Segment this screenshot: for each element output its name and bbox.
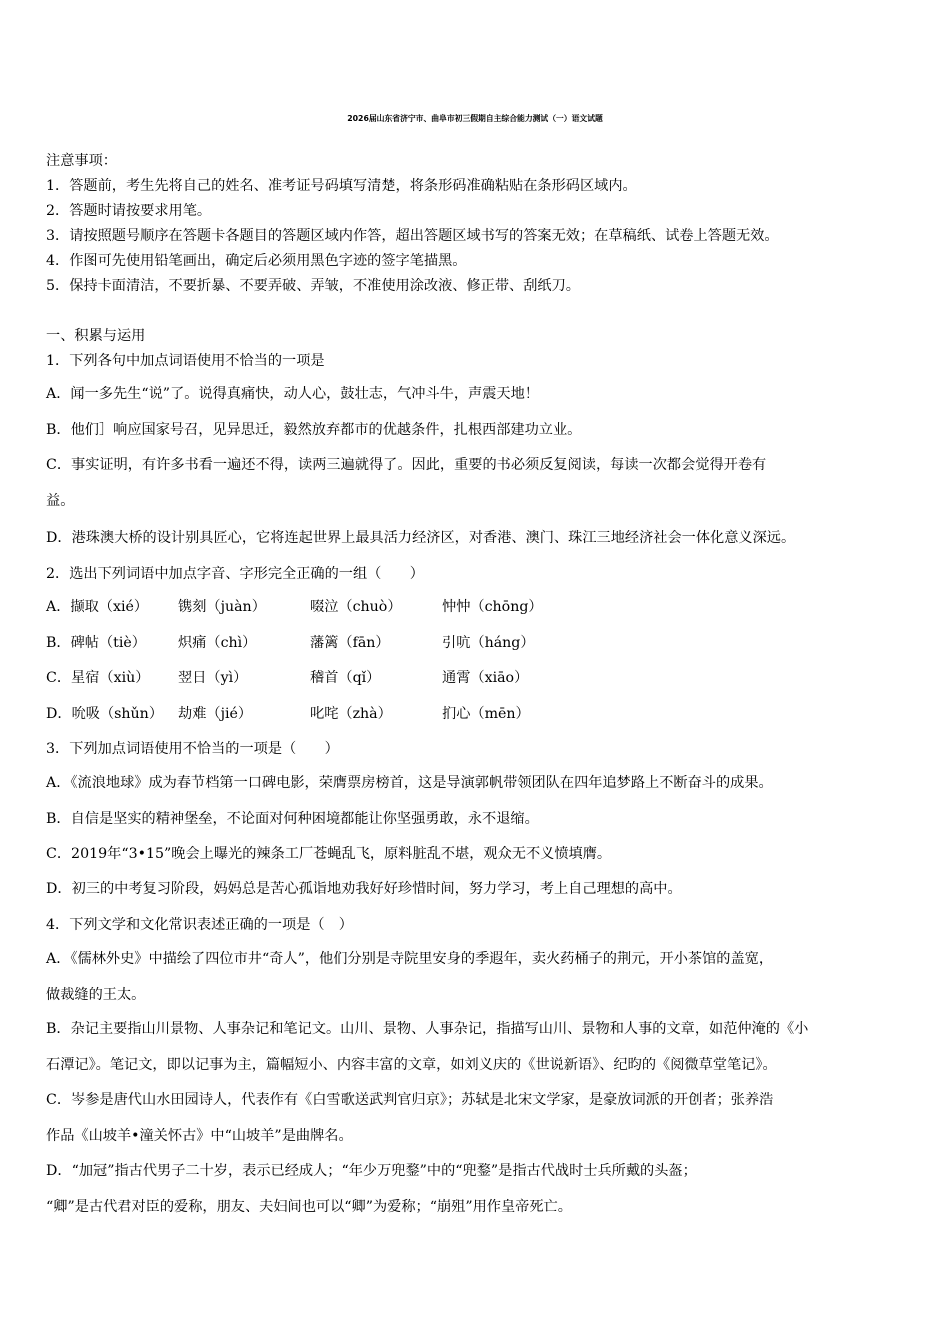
option-word: A．撷取（xié） xyxy=(46,599,149,615)
option-word: C．星宿（xiù） xyxy=(46,670,150,686)
option-word: 叱咤（zhà） xyxy=(310,706,392,722)
option-text: C．事实证明，有许多书看一遍还不得，读两三遍就得了。因此，重要的书必须反复阅读，每读一次都会觉得开卷有 xyxy=(46,457,767,473)
option-text: A．《儒林外史》中描绘了四位市井“奇人”，他们分别是寺院里安身的季遐年，卖火药桶子的荆元，开小茶馆的盖宽， xyxy=(46,951,774,967)
option-text: B．他们］响应国家号召，见异思迁，毅然放弃都市的优越条件，扎根西部建功立业。 xyxy=(46,422,582,438)
option-text: 石潭记》。笔记文，即以记事为主，篇幅短小、内容丰富的文章，如刘义庆的《世说新语》、纪昀的《阅微草堂笔记》。 xyxy=(46,1057,777,1073)
question-stem: 3．下列加点词语使用不恰当的一项是（ ） xyxy=(46,741,339,757)
option-row xyxy=(46,668,528,688)
option-text: C．2019年“3•15”晚会上曝光的辣条工厂苍蝇乱飞，原料脏乱不堪，观众无不义愤填膺。 xyxy=(46,846,612,862)
option-word: 稽首（qǐ） xyxy=(310,670,381,686)
question-stem: 1．下列各句中加点词语使用不恰当的一项是 xyxy=(46,353,325,369)
option-text: D．港珠澳大桥的设计别具匠心，它将连起世界上最具活力经济区，对香港、澳门、珠江三地经济社会一体化意义深远。 xyxy=(46,530,796,546)
option-text: 做裁缝的王太。 xyxy=(46,987,146,1003)
option-word: 忡忡（chōng） xyxy=(442,599,543,615)
option-word: 镌刻（juàn） xyxy=(178,599,266,615)
option-text: D．初三的中考复习阶段，妈妈总是苦心孤诣地劝我好好珍惜时间，努力学习，考上自己理想的高中。 xyxy=(46,881,682,897)
page-title: 2026届山东省济宁市、曲阜市初三假期自主综合能力测试（一）语文试题 xyxy=(347,114,603,123)
notice-item: 1．答题前，考生先将自己的姓名、准考证号码填写清楚，将条形码准确粘贴在条形码区域内。 xyxy=(46,178,637,194)
option-word: B．碑帖（tiè） xyxy=(46,635,146,651)
option-text: B．自信是坚实的精神堡垒，不论面对何种困境都能让你坚强勇敢，永不退缩。 xyxy=(46,811,539,827)
option-text: D．“加冠”指古代男子二十岁，表示已经成人；“年少万兜鍪”中的“兜鍪”是指古代战时士兵所戴的头盔； xyxy=(46,1163,697,1179)
option-word: 炽痛（chì） xyxy=(178,635,257,651)
option-text: A．《流浪地球》成为春节档第一口碑电影，荣膺票房榜首，这是导演郭帆带领团队在四年追梦路上不断奋斗的成果。 xyxy=(46,775,773,791)
option-text: C．岑参是唐代山水田园诗人，代表作有《白雪歌送武判官归京》；苏轼是北宋文学家，是豪放词派的开创者；张养浩 xyxy=(46,1092,774,1108)
option-text: “卿”是古代君对臣的爱称，朋友、夫妇间也可以“卿”为爱称；“崩殂”用作皇帝死亡。 xyxy=(46,1199,572,1215)
notice-item: 3．请按照题号顺序在答题卡各题目的答题区域内作答，超出答题区域书写的答案无效；在草稿纸、试卷上答题无效。 xyxy=(46,228,779,244)
option-row xyxy=(46,704,530,724)
option-word: 翌日（yì） xyxy=(178,670,248,686)
option-text: 作品《山坡羊•潼关怀古》中“山坡羊”是曲牌名。 xyxy=(46,1128,353,1144)
option-word: 通霄（xiāo） xyxy=(442,670,529,686)
section-heading: 一、积累与运用 xyxy=(46,328,146,344)
notice-item: 5．保持卡面清洁，不要折暴、不要弄破、弄皱，不准使用涂改液、修正带、刮纸刀。 xyxy=(46,278,580,294)
option-row xyxy=(46,597,543,617)
notice-heading: 注意事项： xyxy=(46,153,117,169)
notice-item: 4．作图可先使用铅笔画出，确定后必须用黑色字迹的签字笔描黑。 xyxy=(46,253,467,269)
option-word: 引吭（háng） xyxy=(442,635,535,651)
option-text: 益。 xyxy=(46,493,75,509)
notice-item: 2．答题时请按要求用笔。 xyxy=(46,203,212,219)
question-stem: 4．下列文学和文化常识表述正确的一项是（ ） xyxy=(46,917,353,933)
option-word: 啜泣（chuò） xyxy=(310,599,402,615)
option-text: A．闻一多先生“说”了。说得真痛快，动人心，鼓壮志，气冲斗牛，声震天地！ xyxy=(46,386,539,402)
option-word: 劫难（jié） xyxy=(178,706,253,722)
option-word: D．吮吸（shǔn） xyxy=(46,706,164,722)
question-stem: 2．选出下列词语中加点字音、字形完全正确的一组（ ） xyxy=(46,566,424,582)
option-text: B．杂记主要指山川景物、人事杂记和笔记文。山川、景物、人事杂记，指描写山川、景物和人事的文章，如范仲淹的《小 xyxy=(46,1021,809,1037)
option-word: 藩篱（fān） xyxy=(310,635,390,651)
option-row xyxy=(46,633,535,653)
option-word: 扪心（mēn） xyxy=(442,706,530,722)
